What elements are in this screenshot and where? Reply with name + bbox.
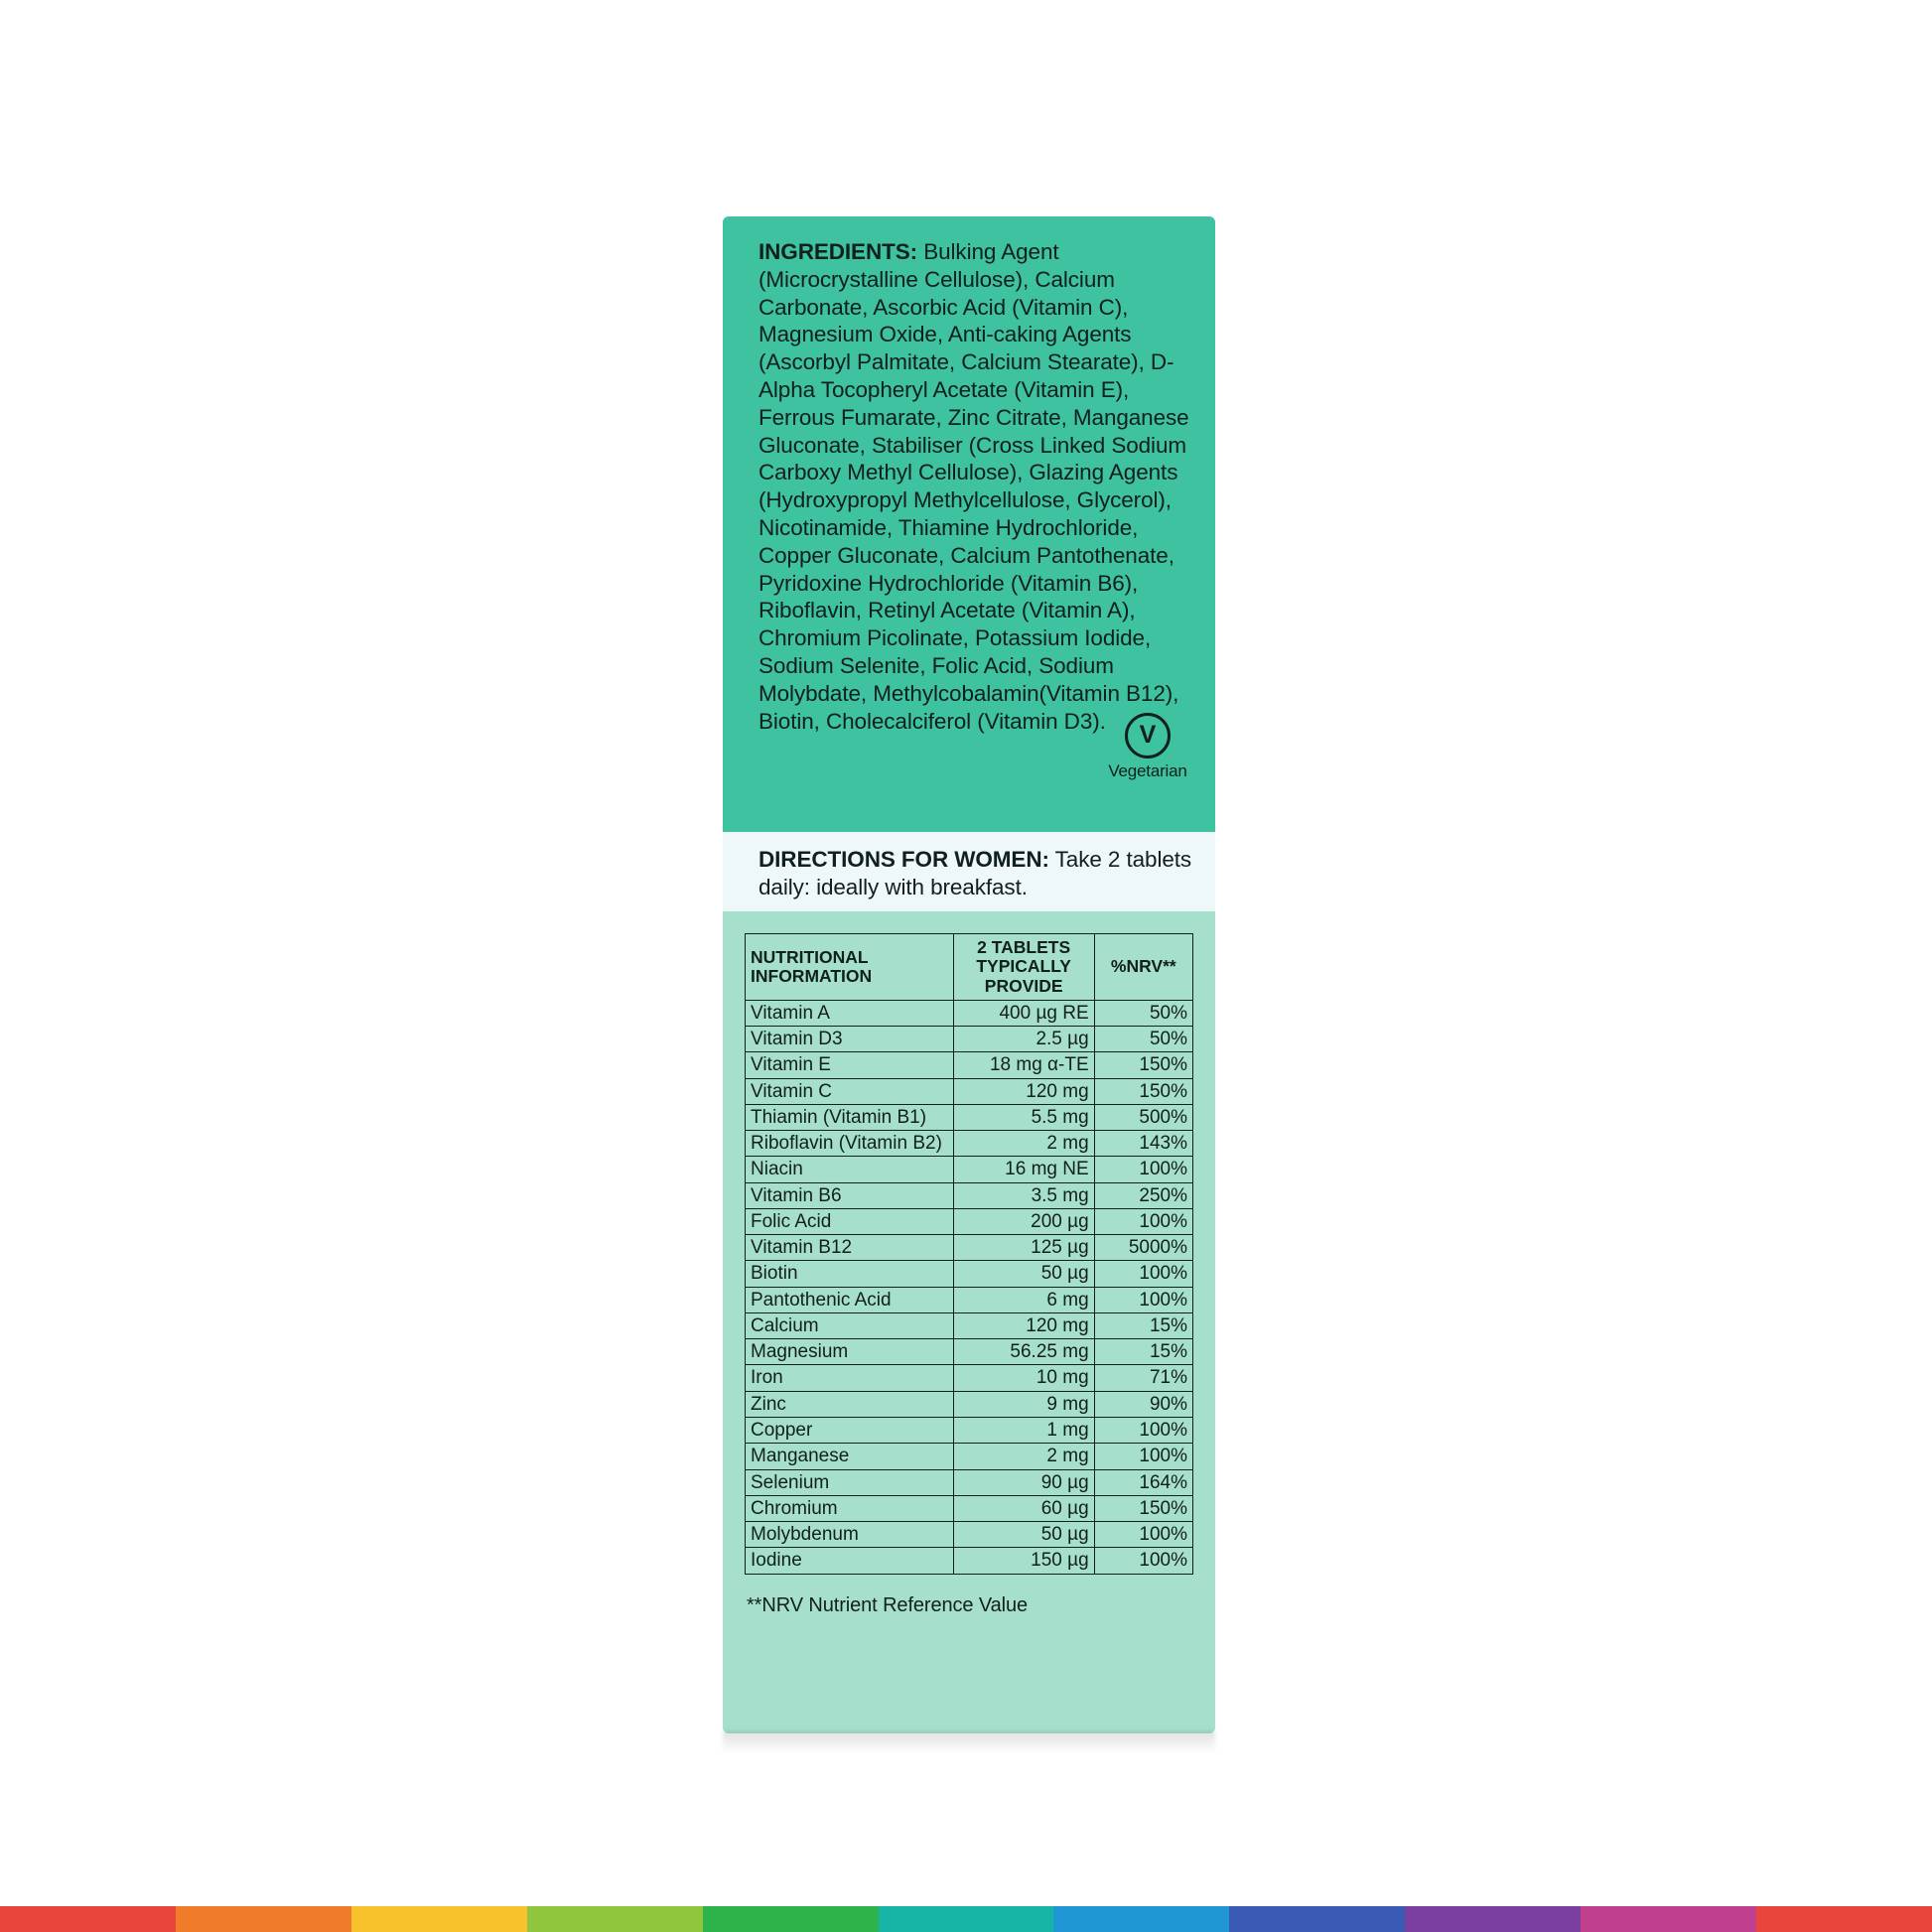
nutrient-name: Niacin [746, 1157, 954, 1182]
vegetarian-label: Vegetarian [1108, 761, 1187, 780]
table-row [746, 1104, 1193, 1130]
nutrient-name: Magnesium [746, 1339, 954, 1365]
vegetarian-mark [1098, 713, 1197, 781]
nutrient-amount: 56.25 mg [953, 1339, 1094, 1365]
nutrient-name: Calcium [746, 1312, 954, 1338]
nutrient-amount: 125 µg [953, 1235, 1094, 1261]
nutrient-amount: 50 µg [953, 1261, 1094, 1287]
table-row [746, 1522, 1193, 1548]
rainbow-segment [0, 1906, 176, 1932]
ingredients-text [759, 238, 1195, 735]
nutrient-nrv: 100% [1094, 1418, 1192, 1444]
nutrient-nrv: 100% [1094, 1157, 1192, 1182]
table-row [746, 1027, 1193, 1052]
rainbow-segment [1581, 1906, 1756, 1932]
nutrient-name: Iodine [746, 1548, 954, 1574]
nutrient-name: Thiamin (Vitamin B1) [746, 1104, 954, 1130]
nutrient-nrv: 100% [1094, 1522, 1192, 1548]
package-shadow [723, 1731, 1215, 1753]
nutrient-nrv: 100% [1094, 1444, 1192, 1469]
nutrient-amount: 16 mg NE [953, 1157, 1094, 1182]
nutrient-name: Vitamin A [746, 1000, 954, 1026]
nutrient-amount: 90 µg [953, 1469, 1094, 1495]
nutrient-nrv: 164% [1094, 1469, 1192, 1495]
vegetarian-icon-glyph: V [1139, 721, 1157, 749]
table-row [746, 1000, 1193, 1026]
rainbow-segment [351, 1906, 527, 1932]
nutrient-name: Pantothenic Acid [746, 1287, 954, 1312]
nutrient-amount: 50 µg [953, 1522, 1094, 1548]
rainbow-segment [1229, 1906, 1405, 1932]
table-row [746, 1182, 1193, 1208]
nutrient-amount: 10 mg [953, 1365, 1094, 1391]
table-row [746, 1235, 1193, 1261]
directions-text [759, 846, 1195, 901]
directions-heading: DIRECTIONS FOR WOMEN: [759, 847, 1049, 872]
table-row [746, 1548, 1193, 1574]
nutrient-name: Iron [746, 1365, 954, 1391]
rainbow-segment [879, 1906, 1054, 1932]
table-row [746, 1157, 1193, 1182]
ingredients-body: Bulking Agent (Microcrystalline Cellulose), Calcium Carbonate, Ascorbic Acid (Vitamin C), Magnesium Oxide, Anti-caking Agents (Ascorbyl Palmitate, Calcium Stearate), D-Alpha Tocopheryl Acetate (Vitamin E), Ferrous Fumarate, Zinc Citrate, Manganese Gluconate, Stabiliser (Cross Linked Sodium Carboxy Methyl Cellulose), Glazing Agents (Hydroxypropyl Methylcellulose, Glycerol), Nicotinamide, Thiamine Hydrochloride, Copper Gluconate, Calcium Pantothenate, Pyridoxine Hydrochloride (Vitamin B6), Riboflavin, Retinyl Acetate (Vitamin A), Chromium Picolinate, Potassium Iodide, Sodium Selenite, Folic Acid, Sodium Molybdate, Methylcobalamin(Vitamin B12), Biotin, Cholecalciferol (Vitamin D3). [759, 239, 1189, 734]
nutrient-amount: 150 µg [953, 1548, 1094, 1574]
nutrient-nrv: 100% [1094, 1261, 1192, 1287]
column-header-name: NUTRITIONAL INFORMATION [746, 934, 954, 1001]
nutrient-nrv: 100% [1094, 1548, 1192, 1574]
nutrient-nrv: 100% [1094, 1208, 1192, 1234]
nutrient-nrv: 50% [1094, 1000, 1192, 1026]
table-row [746, 1208, 1193, 1234]
nutrient-amount: 5.5 mg [953, 1104, 1094, 1130]
nutrition-panel [723, 911, 1215, 1733]
column-header-nrv: %NRV** [1094, 934, 1192, 1001]
nutrient-name: Biotin [746, 1261, 954, 1287]
directions-panel [723, 832, 1215, 911]
nutrient-nrv: 150% [1094, 1078, 1192, 1104]
nrv-footnote: **NRV Nutrient Reference Value [747, 1594, 1029, 1616]
nutrient-nrv: 71% [1094, 1365, 1192, 1391]
table-row [746, 1287, 1193, 1312]
nutrition-header-row [746, 934, 1193, 1001]
nutrient-amount: 200 µg [953, 1208, 1094, 1234]
vegetarian-icon [1125, 713, 1171, 759]
nutrient-name: Vitamin B12 [746, 1235, 954, 1261]
table-row [746, 1312, 1193, 1338]
nutrient-nrv: 150% [1094, 1495, 1192, 1521]
table-row [746, 1131, 1193, 1157]
nutrient-name: Chromium [746, 1495, 954, 1521]
nutrient-amount: 2.5 µg [953, 1027, 1094, 1052]
nutrition-table-body [746, 1000, 1193, 1574]
nutrient-nrv: 500% [1094, 1104, 1192, 1130]
rainbow-segment [1053, 1906, 1229, 1932]
rainbow-segment [1756, 1906, 1932, 1932]
nutrient-name: Vitamin C [746, 1078, 954, 1104]
nutrient-amount: 1 mg [953, 1418, 1094, 1444]
table-row [746, 1418, 1193, 1444]
table-row [746, 1078, 1193, 1104]
nutrient-nrv: 5000% [1094, 1235, 1192, 1261]
nutrient-nrv: 90% [1094, 1391, 1192, 1417]
nutrient-name: Vitamin D3 [746, 1027, 954, 1052]
table-row [746, 1261, 1193, 1287]
table-row [746, 1495, 1193, 1521]
nutrition-table-head [746, 934, 1193, 1001]
nutrient-amount: 6 mg [953, 1287, 1094, 1312]
product-package-panel [723, 216, 1215, 1733]
ingredients-heading: INGREDIENTS: [759, 239, 918, 264]
directions-body: Take 2 tablets daily: ideally with breakfast. [759, 847, 1192, 899]
nutrient-nrv: 15% [1094, 1312, 1192, 1338]
nutrient-nrv: 15% [1094, 1339, 1192, 1365]
ingredients-panel [723, 216, 1215, 832]
table-row [746, 1339, 1193, 1365]
table-row [746, 1052, 1193, 1078]
nutrient-nrv: 50% [1094, 1027, 1192, 1052]
nutrient-name: Zinc [746, 1391, 954, 1417]
column-header-amount: 2 TABLETS TYPICALLY PROVIDE [953, 934, 1094, 1001]
rainbow-footer-strip [0, 1906, 1932, 1932]
nutrient-amount: 3.5 mg [953, 1182, 1094, 1208]
rainbow-segment [1405, 1906, 1581, 1932]
nutrient-name: Vitamin B6 [746, 1182, 954, 1208]
nutrient-amount: 18 mg α-TE [953, 1052, 1094, 1078]
nutrition-table [745, 933, 1193, 1575]
nutrient-nrv: 143% [1094, 1131, 1192, 1157]
table-row [746, 1365, 1193, 1391]
table-row [746, 1391, 1193, 1417]
nutrient-nrv: 250% [1094, 1182, 1192, 1208]
nutrient-name: Selenium [746, 1469, 954, 1495]
nutrient-name: Manganese [746, 1444, 954, 1469]
table-row [746, 1444, 1193, 1469]
nutrient-amount: 2 mg [953, 1131, 1094, 1157]
nutrient-amount: 400 µg RE [953, 1000, 1094, 1026]
rainbow-segment [176, 1906, 351, 1932]
nutrient-name: Copper [746, 1418, 954, 1444]
table-row [746, 1469, 1193, 1495]
nutrient-name: Folic Acid [746, 1208, 954, 1234]
nutrient-nrv: 150% [1094, 1052, 1192, 1078]
nutrient-name: Vitamin E [746, 1052, 954, 1078]
nutrient-amount: 2 mg [953, 1444, 1094, 1469]
rainbow-segment [527, 1906, 703, 1932]
nutrient-amount: 60 µg [953, 1495, 1094, 1521]
nutrient-name: Riboflavin (Vitamin B2) [746, 1131, 954, 1157]
nutrient-amount: 120 mg [953, 1078, 1094, 1104]
nutrient-amount: 9 mg [953, 1391, 1094, 1417]
rainbow-segment [703, 1906, 879, 1932]
nutrient-amount: 120 mg [953, 1312, 1094, 1338]
nutrient-nrv: 100% [1094, 1287, 1192, 1312]
nutrient-name: Molybdenum [746, 1522, 954, 1548]
